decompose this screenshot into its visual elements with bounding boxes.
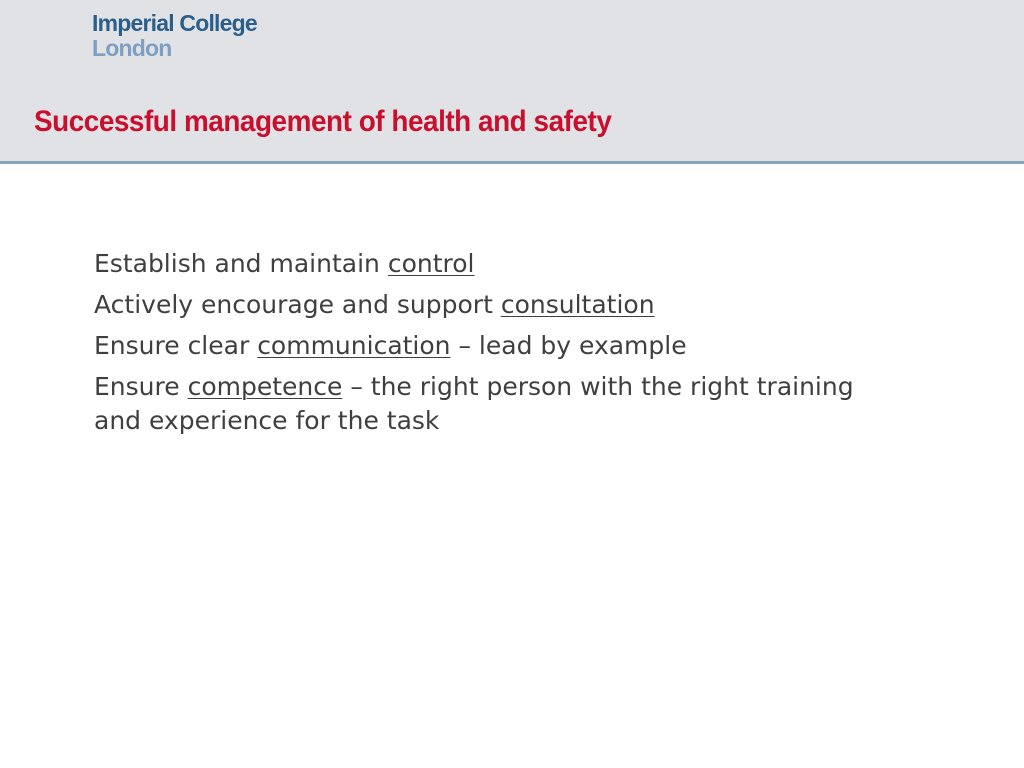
bullet-text: Ensure clear (94, 331, 258, 360)
bullet-text: Actively encourage and support (94, 290, 501, 319)
slide-header (0, 0, 1024, 164)
bullet-text: – lead by example (450, 331, 687, 360)
slide-title: Successful management of health and safety (34, 105, 612, 138)
imperial-college-logo (92, 11, 257, 61)
bullet-text: – the right person with the right training and experience for the task (94, 372, 854, 435)
bullet-item-consultation (94, 288, 884, 322)
bullet-text: Establish and maintain (94, 249, 388, 278)
bullet-item-communication (94, 329, 884, 363)
bullet-keyword: competence (187, 372, 343, 401)
bullet-keyword: control (387, 249, 475, 278)
logo-line-1: Imperial College (92, 10, 257, 36)
bullet-text: Ensure (94, 372, 188, 401)
logo-line-2: London (92, 35, 172, 61)
bullet-keyword: communication (257, 331, 451, 360)
bullet-keyword: consultation (500, 290, 655, 319)
bullet-item-control (94, 247, 884, 281)
bullet-list (94, 247, 884, 445)
bullet-item-competence (94, 370, 884, 438)
